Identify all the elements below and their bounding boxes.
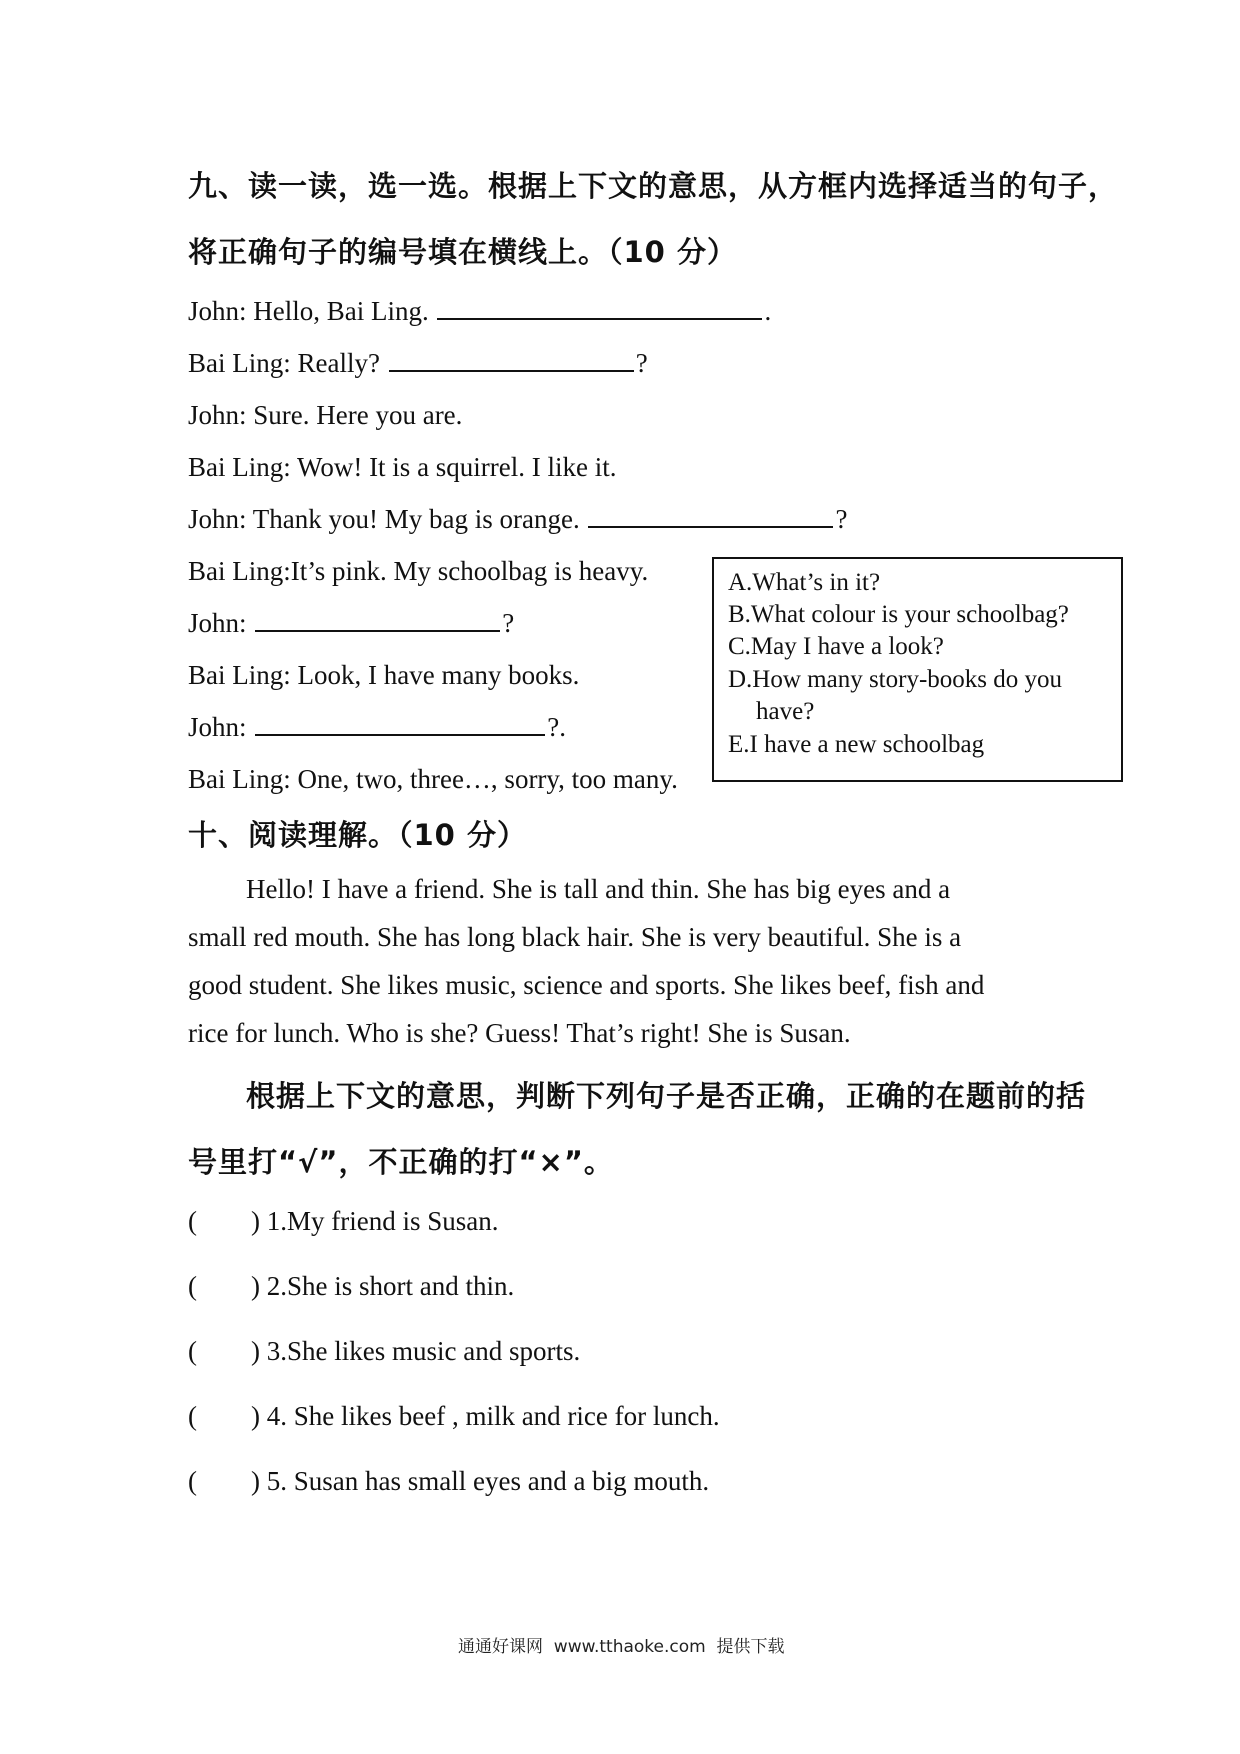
choice-d-continued: have? bbox=[756, 698, 815, 725]
question-5 bbox=[188, 1466, 709, 1497]
question-1 bbox=[188, 1206, 498, 1237]
answer-paren[interactable]: ( ) bbox=[188, 1401, 260, 1431]
choice-a: A.What’s in it? bbox=[728, 569, 881, 596]
choice-box bbox=[712, 557, 1123, 782]
dialogue-line-7 bbox=[188, 608, 514, 639]
dialogue-line-8: Bai Ling: Look, I have many books. bbox=[188, 660, 580, 690]
dialogue-punct: ?. bbox=[547, 712, 566, 742]
question-text: 1.My friend is Susan. bbox=[266, 1206, 499, 1236]
dialogue-line-1 bbox=[188, 296, 771, 327]
passage-line-3: good student. She likes music, science and sports. She likes beef, fish and bbox=[188, 970, 985, 1000]
dialogue-line-10: Bai Ling: One, two, three…, sorry, too many. bbox=[188, 764, 678, 794]
answer-blank-5[interactable] bbox=[255, 712, 545, 736]
page-footer: 通通好课网 www.tthaoke.com 提供下载 bbox=[458, 1637, 785, 1657]
passage-line-2: small red mouth. She has long black hair. She is very beautiful. She is a bbox=[188, 922, 962, 952]
choice-c: C.May I have a look? bbox=[728, 633, 944, 660]
question-text: 3.She likes music and sports. bbox=[266, 1336, 581, 1366]
passage-line-4: rice for lunch. Who is she? Guess! That’s right! She is Susan. bbox=[188, 1018, 851, 1048]
question-4 bbox=[188, 1401, 720, 1432]
dialogue-line-4: Bai Ling: Wow! It is a squirrel. I like it. bbox=[188, 452, 617, 482]
answer-blank-1[interactable] bbox=[437, 296, 762, 320]
answer-paren[interactable]: ( ) bbox=[188, 1271, 260, 1301]
dialogue-text: John: bbox=[188, 608, 254, 638]
dialogue-punct: ? bbox=[502, 608, 515, 638]
dialogue-line-2 bbox=[188, 348, 648, 379]
dialogue-punct: ? bbox=[835, 504, 848, 534]
question-text: 5. Susan has small eyes and a big mouth. bbox=[266, 1466, 710, 1496]
dialogue-line-5 bbox=[188, 504, 847, 535]
dialogue-punct: ? bbox=[635, 348, 648, 378]
question-3 bbox=[188, 1336, 580, 1367]
answer-paren[interactable]: ( ) bbox=[188, 1206, 260, 1236]
section-9-title-line-2: 将正确句子的编号填在横线上。（10 分） bbox=[188, 235, 737, 269]
answer-paren[interactable]: ( ) bbox=[188, 1336, 260, 1366]
answer-blank-2[interactable] bbox=[389, 348, 634, 372]
question-text: 2.She is short and thin. bbox=[266, 1271, 515, 1301]
answer-paren[interactable]: ( ) bbox=[188, 1466, 260, 1496]
answer-blank-3[interactable] bbox=[588, 504, 833, 528]
section-9-title-line-1: 九、读一读，选一选。根据上下文的意思，从方框内选择适当的句子， bbox=[188, 169, 1119, 203]
choice-d: D.How many story-books do you bbox=[728, 666, 1063, 693]
dialogue-line-9 bbox=[188, 712, 566, 743]
instruction-line-1: 根据上下文的意思，判断下列句子是否正确，正确的在题前的括 bbox=[246, 1079, 1087, 1113]
section-10-title: 十、阅读理解。（10 分） bbox=[188, 818, 527, 852]
question-2 bbox=[188, 1271, 514, 1302]
dialogue-text: John: Hello, Bai Ling. bbox=[188, 296, 436, 326]
dialogue-line-3: John: Sure. Here you are. bbox=[188, 400, 463, 430]
dialogue-punct: . bbox=[764, 296, 772, 326]
choice-e: E.I have a new schoolbag bbox=[728, 731, 985, 758]
question-text: 4. She likes beef , milk and rice for lunch. bbox=[266, 1401, 720, 1431]
passage-line-1: Hello! I have a friend. She is tall and thin. She has big eyes and a bbox=[246, 874, 951, 904]
answer-blank-4[interactable] bbox=[255, 608, 500, 632]
dialogue-text: John: bbox=[188, 712, 254, 742]
dialogue-line-6: Bai Ling:It’s pink. My schoolbag is heavy. bbox=[188, 556, 649, 586]
dialogue-text: Bai Ling: Really? bbox=[188, 348, 387, 378]
choice-b: B.What colour is your schoolbag? bbox=[728, 601, 1069, 628]
dialogue-text: John: Thank you! My bag is orange. bbox=[188, 504, 587, 534]
instruction-line-2: 号里打“√”，不正确的打“×”。 bbox=[188, 1145, 614, 1179]
